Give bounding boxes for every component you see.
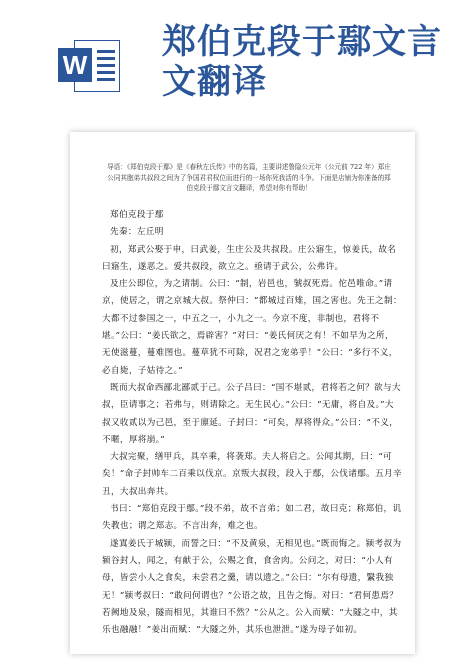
paragraph: 及庄公即位，为之请制。公曰：“制，岩邑也，虢叔死焉。佗邑唯命。”请京，使居之，谓之京城大叔。祭仲曰：“都城过百雉，国之害也。先王之制：大都不过参国之一，中五之一，小九之一。今京不度，非制也，君将不堪。”公曰：“姜氏欲之，焉辟害？”对曰：“姜氏何厌之有！不如早为之所，无使滋蔓，蔓难图也。蔓草犹不可除，况君之宠弟乎！”公曰：“多行不义，必自毙，子姑待之。” bbox=[102, 279, 402, 376]
doc-author: 先秦：左丘明 bbox=[110, 227, 164, 238]
intro-text: 导语：《郑伯克段于鄢》是《春秋左氏传》中的名篇，主要讲述鲁隐公元年（公元前 722 年）郑庄公同其胞弟共叔段之间为了争国君君权位而进行的一场你死我活的斗争。下面是店铺为你准备的郑伯克段于鄢文言文翻译，希望对你有帮助！ bbox=[107, 163, 391, 193]
paragraph: 书曰：“郑伯克段于鄢。”段不弟，故不言弟；如二君，故曰克；称郑伯，讥失教也；谓之郑志。不言出奔，难之也。 bbox=[102, 504, 402, 532]
word-icon bbox=[58, 40, 122, 92]
document-body bbox=[102, 207, 402, 639]
paragraph: 大叔完聚，缮甲兵，具卒乘，将袭郑。夫人将启之。公闻其期，曰：“可矣！”命子封帅车二百乘以伐京。京叛大叔段，段入于鄢，公伐诸鄢。五月辛丑，大叔出奔共。 bbox=[102, 452, 402, 497]
document-page bbox=[70, 132, 415, 654]
title-line-1: 郑伯克段于鄢文言 bbox=[162, 22, 442, 62]
header bbox=[0, 0, 474, 112]
word-badge: W bbox=[58, 48, 92, 82]
paragraph: 遂寘姜氏于城颍，而誓之曰：“不及黄泉，无相见也。”既而悔之。颍考叔为颍谷封人，闻之，有献于公，公赐之食，食舍肉。公问之，对曰：“小人有母，皆尝小人之食矣，未尝君之羹，请以遗之。”公曰：“尔有母遗，繄我独无！”颍考叔曰：“敢问何谓也？”公语之故，且告之悔。对曰：“君何患焉？若阙地及泉，隧而相见，其谁曰不然？”公从之。公入而赋：“大隧之中，其乐也融融！”姜出而赋：“大隧之外，其乐也泄泄。”遂为母子如初。 bbox=[102, 538, 402, 636]
paragraph: 初，郑武公娶于申，曰武姜，生庄公及共叔段。庄公寤生，惊姜氏，故名曰寤生，遂恶之。爱共叔段，欲立之。亟请于武公，公弗许。 bbox=[102, 244, 397, 272]
title-line-2: 文翻译 bbox=[162, 62, 267, 102]
doc-heading: 郑伯克段于鄢 bbox=[110, 210, 164, 220]
page-title bbox=[162, 22, 462, 102]
paragraph: 既而大叔命西鄙北鄙贰于己。公子吕曰：“国不堪贰，君将若之何？欲与大叔，臣请事之；若弗与，则请除之。无生民心。”公曰：“无庸，将自及。”大叔又收贰以为己邑，至于廪延。子封曰：“可矣，厚将得众。”公曰：“不义，不暱，厚将崩。” bbox=[102, 382, 401, 445]
